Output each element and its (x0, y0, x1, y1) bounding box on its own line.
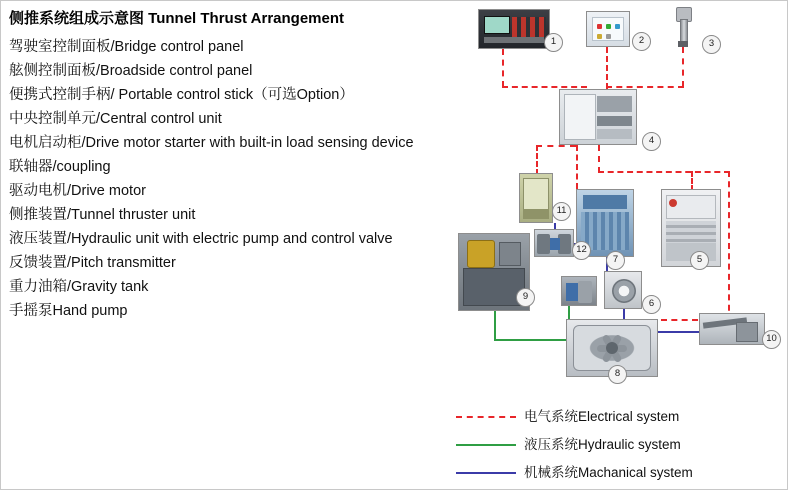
wire-electrical (691, 171, 693, 191)
legend-row-mechanical (456, 459, 788, 487)
wire-electrical (536, 145, 538, 175)
callout-6: 6 (642, 295, 661, 314)
callout-5: 5 (690, 251, 709, 270)
component-list (9, 9, 464, 323)
callout-7: 7 (606, 251, 625, 270)
pipe-hydraulic (494, 311, 496, 341)
callout-2: 2 (632, 32, 651, 51)
list-item: 侧推装置/Tunnel thruster unit (9, 207, 196, 223)
legend-row-hydraulic (456, 431, 788, 459)
callout-11: 11 (552, 202, 571, 221)
list-item: 反馈装置/Pitch transmitter (9, 255, 176, 271)
line-type-legend (456, 403, 788, 487)
central-control-unit[interactable] (559, 89, 637, 145)
electrical-line-swatch-icon (456, 416, 516, 418)
broadside-control-panel[interactable] (586, 11, 630, 47)
list-item: 手摇泵Hand pump (9, 303, 128, 319)
list-item: 驱动电机/Drive motor (9, 183, 146, 199)
gravity-tank[interactable] (604, 271, 642, 309)
legend-label: 电气系统Electrical system (524, 409, 680, 424)
list-item: 重力油箱/Gravity tank (9, 279, 149, 295)
list-item: 驾驶室控制面板/Bridge control panel (9, 39, 244, 55)
callout-3: 3 (702, 35, 721, 54)
wire-electrical (606, 47, 608, 89)
bridge-control-panel[interactable] (478, 9, 550, 49)
hand-pump[interactable] (699, 313, 765, 345)
callout-8: 8 (608, 365, 627, 384)
mechanical-line-swatch-icon (456, 472, 516, 474)
page-title: 侧推系统组成示意图 Tunnel Thrust Arrangement (9, 10, 345, 27)
list-item: 便携式控制手柄/ Portable control stick（可选Option） (9, 87, 354, 103)
wire-electrical (576, 145, 578, 189)
wire-electrical (606, 86, 684, 88)
wire-electrical (598, 171, 730, 173)
list-item: 中央控制单元/Central control unit (9, 111, 222, 127)
legend-label: 液压系统Hydraulic system (524, 437, 681, 452)
wire-electrical (728, 171, 730, 321)
callout-10: 10 (762, 330, 781, 349)
portable-control-stick[interactable] (668, 7, 698, 47)
list-item: 联轴器/coupling (9, 159, 111, 175)
wire-electrical (598, 145, 600, 173)
callout-1: 1 (544, 33, 563, 52)
callout-12: 12 (572, 241, 591, 260)
hydraulic-line-swatch-icon (456, 444, 516, 446)
callout-4: 4 (642, 132, 661, 151)
list-item: 舷侧控制面板/Broadside control panel (9, 63, 253, 79)
legend-label: 机械系统Machanical system (524, 465, 693, 480)
wire-electrical (502, 86, 587, 88)
wire-electrical (502, 49, 504, 87)
coupling[interactable] (534, 229, 574, 257)
shaft-mechanical (658, 331, 700, 333)
pipe-hydraulic (494, 339, 569, 341)
system-schematic (456, 1, 788, 401)
list-item: 液压装置/Hydraulic unit with electric pump and control valve (9, 231, 393, 247)
callout-9: 9 (516, 288, 535, 307)
list-item: 电机启动柜/Drive motor starter with built-in load sensing device (9, 135, 414, 151)
legend-row-electrical (456, 403, 788, 431)
wire-electrical (536, 145, 576, 147)
wire-electrical (682, 47, 684, 87)
pitch-transmitter[interactable] (519, 173, 553, 223)
gravity-tank-valve[interactable] (561, 276, 597, 306)
